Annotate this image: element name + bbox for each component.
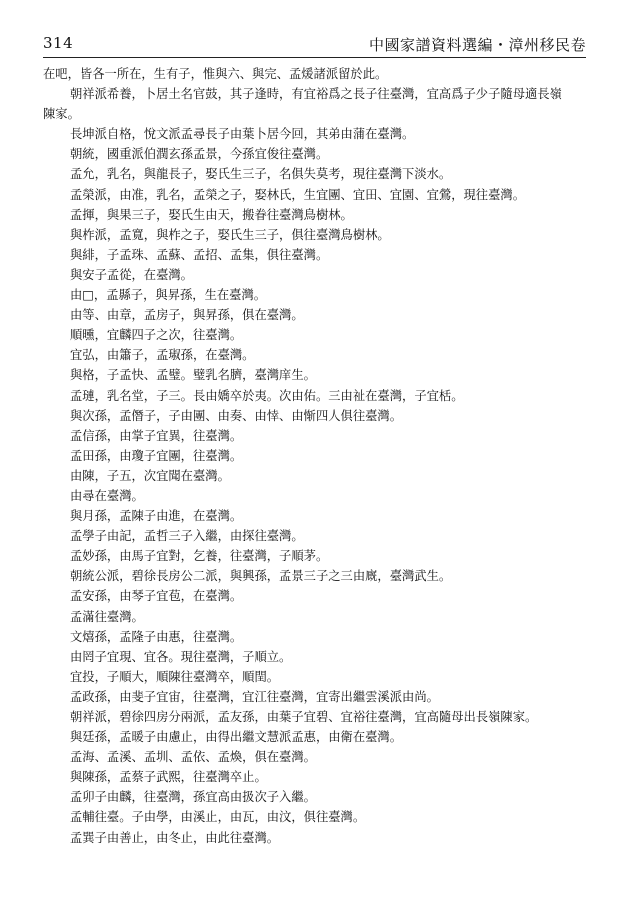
header-rule: [43, 57, 586, 58]
record-line: 孟安孫，由琴子宜苞，在臺灣。: [70, 589, 243, 604]
record-line: 與格，子孟快、孟璧。璧乳名臍，臺灣庠生。: [70, 368, 316, 383]
record-line: 孟滿往臺灣。: [70, 609, 144, 624]
record-line: 孟政孫，由斐子宜宙，往臺灣，宜江往臺灣，宜寄出繼雲溪派由尚。: [70, 689, 439, 704]
record-line: 朝祥派希養，卜居土名官鼓，其子逢時，有宜裕爲之長子往臺灣，宜高爲子少子隨母適長嶺: [70, 87, 562, 102]
record-line: 孟學子由記，孟哲三子入繼，由探往臺灣。: [70, 529, 304, 544]
record-line: 孟璉，乳名堂，子三。長由嬌卒於夷。次由佑。三由祉在臺灣，子宜栝。: [70, 388, 464, 403]
record-line: 孟允，乳名，與龍長子，娶氏生三子，名俱失莫考，現往臺灣下淡水。: [70, 167, 452, 182]
record-line: 由□，孟縣子，與昇孫，生在臺灣。: [70, 288, 267, 303]
page-number: 314: [43, 34, 74, 52]
record-line: 與柞派，孟寬，與柞之子，娶氏生三子，俱往臺灣鳥樹林。: [70, 227, 390, 242]
record-line: 與廷孫，孟暖子由慮止，由得出繼文慧派孟惠，由衛在臺灣。: [70, 730, 403, 745]
continuation-line: 在吧，皆各一所在，生有子，惟與六、與完、孟煖諸派留於此。: [43, 67, 388, 81]
record-line: 孟信孫，由掌子宜異，往臺灣。: [70, 428, 243, 443]
record-line: 與月孫，孟陳子由進，在臺灣。: [70, 509, 243, 524]
record-line: 與緋，子孟珠、孟蘇、孟招、孟集，俱往臺灣。: [70, 247, 329, 262]
record-line: 與陳孫，孟蔡子武熙，往臺灣卒止。: [70, 770, 267, 785]
record-line: 宜弘，由簫子，孟琡孫，在臺灣。: [70, 348, 255, 363]
record-line: 由等、由章，孟房子，與昇孫，俱在臺灣。: [70, 308, 304, 323]
record-line: 朝祥派，碧徐四房分兩派，孟友孫，由葉子宜碧、宜裕往臺灣，宜高隨母出長嶺陳家。: [70, 710, 538, 724]
record-line: 與次孫，孟僭子，子由團、由奏、由悻、由惭四人俱往臺灣。: [70, 408, 403, 423]
record-line: 朝統公派，碧徐長房公二派，與興孫，孟景三子之三由廐，臺灣武生。: [70, 569, 452, 584]
record-line: 由尋在臺灣。: [70, 488, 144, 503]
record-line: 孟巽子由善止，由冬止，由此往臺灣。: [70, 830, 280, 845]
record-line: 孟妙孫，由馬子宜對，乞養，往臺灣，子順茅。: [70, 549, 329, 564]
record-line: 宜投，子順大，順陳往臺灣卒，順閏。: [70, 669, 280, 684]
record-line: 孟田孫，由瓊子宜團，往臺灣。: [70, 448, 243, 463]
record-line: 孟輔往臺。子由學，由溪止，由瓦，由汶，俱往臺灣。: [70, 810, 366, 825]
record-line: 朝統，國重派伯潤玄孫孟景，今孫宜俊往臺灣。: [70, 147, 329, 162]
record-line: 孟海、孟溪、孟圳、孟依、孟煥，俱在臺灣。: [70, 750, 316, 765]
record-line: 順曛，宜麟四子之次，往臺灣。: [70, 328, 243, 343]
page-header: [43, 34, 586, 56]
record-line: 由陳，子五，次宜聞在臺灣。: [70, 468, 230, 483]
record-line: 孟揮，與果三子，娶氏生由天，搬眷往臺灣鳥樹林。: [70, 207, 353, 222]
body-text: [43, 64, 586, 848]
record-line: 孟卯子由麟，往臺灣，孫宜高由扱次子入繼。: [70, 790, 316, 805]
record-line: 孟榮派，由准，乳名，孟榮之子，娶林氏，生宜團、宜田、宜園、宜鶯，現往臺灣。: [70, 187, 525, 202]
record-line: 長坤派自格，悅文派孟尋長子由葉卜居今回，其弟由蒲在臺灣。: [70, 127, 415, 142]
running-title: 中國家譜資料選編・漳州移民卷: [368, 36, 586, 54]
continuation-line: 陳家。: [43, 107, 80, 122]
record-line: 與安子孟從，在臺灣。: [70, 267, 193, 282]
record-line: 由罔子宜現、宜各。現往臺灣，子順立。: [70, 649, 292, 664]
record-line: 文熺孫，孟隆子由惠，往臺灣。: [70, 629, 243, 644]
